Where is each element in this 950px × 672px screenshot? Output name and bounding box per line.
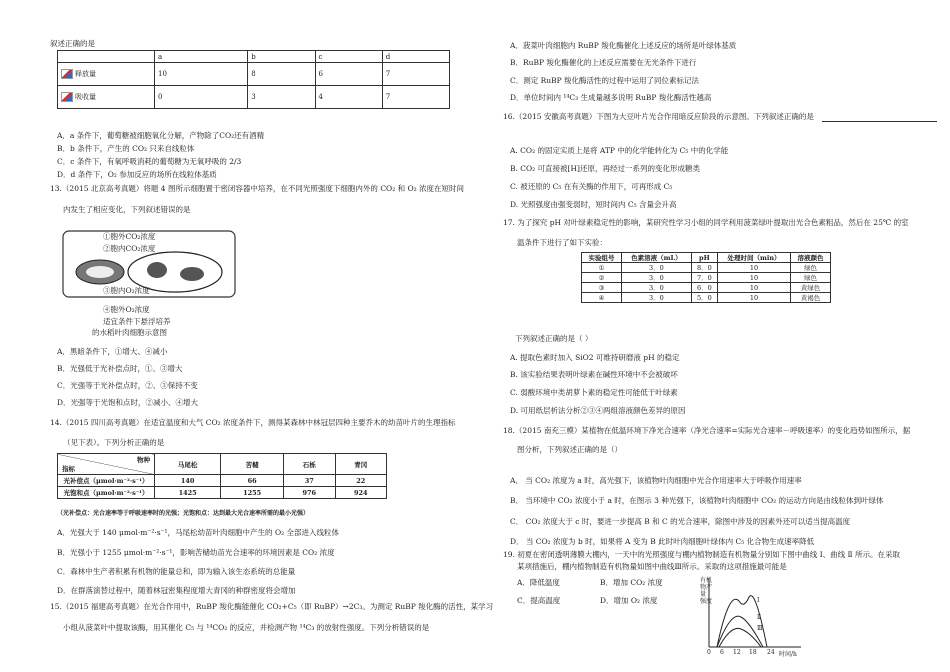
x-tick: 24 xyxy=(767,649,775,656)
figure-label: ①胞外CO₂浓度 xyxy=(103,232,156,241)
option: A．菠菜叶肉细胞内 RuBP 羧化酶催化上述反应的场所是叶绿体基质 xyxy=(510,41,737,50)
question-18-stem: 18.（2015 南充三模）某植物在低温环境下净光合速率（净光合速率=实际光合速率－呼吸速率）的变化趋势如图所示，据 xyxy=(503,426,911,435)
curve-label: Ⅱ xyxy=(757,614,762,621)
table-row: 光补偿点（μmol·m⁻²·s⁻¹） 140 66 37 22 xyxy=(58,475,387,487)
question-19-stem: 19. 初夏在密闭透明薄膜大棚内，一天中的光照强度与棚内植物制造有机物量分别如下图中曲线 Ⅰ、曲线 Ⅱ 所示。在采取 xyxy=(503,550,901,559)
option: A．光强大于 140 μmol·m⁻²·s⁻¹，马尾松幼苗叶肉细胞中产生的 O₂ 全部进入线粒体 xyxy=(57,528,339,537)
curve-label: Ⅰ xyxy=(757,597,760,604)
option: C．提高温度 xyxy=(517,596,561,605)
question-12-intro: 叙述正确的是 xyxy=(50,39,95,48)
option: A．降低温度 xyxy=(517,578,560,587)
option: A．黑暗条件下，①增大、④减小 xyxy=(57,347,168,356)
option: D. 可用纸层析法分析②③④两组溶液颜色差异的原因 xyxy=(510,406,686,415)
pencil-icon xyxy=(61,92,73,102)
question-19-stem: 某项措施后，棚内植物制造有机物量如图中曲线Ⅲ所示。采取的这项措施最可能是 xyxy=(517,562,787,571)
option: B． 当环境中 CO₂ 浓度小于 a 时，在图示 3 种光强下，该植物叶肉细胞中 CO₂ 的运动方向是由线粒体到叶绿体 xyxy=(510,496,884,505)
header-b: b xyxy=(248,51,315,63)
option: D. 光照强度由强变弱时，短时间内 C₅ 含量会升高 xyxy=(510,200,677,209)
option: A． 当 CO₂ 浓度为 a 时，高光强下，该植物叶肉细胞中光合作用速率大于呼吸作用速率 xyxy=(510,476,802,485)
option: D． 当 CO₂ 浓度为 b 时，如果将 A 变为 B 此时叶肉细胞叶绿体内 C₅ 化合物生成速率降低 xyxy=(510,537,815,546)
option: D．增加 O₂ 浓度 xyxy=(600,596,658,605)
table-row: ④ 3．0 5．0 10 黄褐色 xyxy=(582,293,831,303)
option: B．光强低于光补偿点时，①、③增大 xyxy=(57,364,183,373)
option: B．RuBP 羧化酶催化的上述反应需要在无光条件下进行 xyxy=(510,58,697,67)
option: D．光强等于光饱和点时，②减小、④增大 xyxy=(57,398,199,407)
ph-experiment-table: 实验组号 色素溶液（mL） pH 处理时间（min） 溶液颜色 ① 3．0 8．0 10 绿色 ② 3．0 7．0 10 绿色 ③ 3．0 6．0 10 黄绿色 ④ 3．0 5．0 10 黄褐色 xyxy=(581,252,831,303)
question-15-stem: 小组从菠菜叶中提取该酶，用其催化 C₅ 与 ¹⁴CO₂ 的反应，并检测产物 ¹⁴C₃ 的放射性强度。下列分析错误的是 xyxy=(63,623,430,632)
pencil-icon xyxy=(61,69,73,79)
question-17-prompt: 下列叙述正确的是（ ） xyxy=(515,334,593,343)
table-row: 释放量 10 8 6 7 xyxy=(58,63,450,86)
question-18-stem: 图分析，下列叙述正确的是（） xyxy=(517,445,622,454)
header-a: a xyxy=(155,51,248,63)
question-17-stem: 温条件下进行了如下实验： xyxy=(517,238,607,247)
option: C．测定 RuBP 羧化酶活性的过程中运用了同位素标记法 xyxy=(510,76,700,85)
figure-label: ③胞内O₂浓度 xyxy=(103,286,150,295)
table-row: ③ 3．0 6．0 10 黄绿色 xyxy=(582,283,831,293)
option: D．d 条件下，O₂ 参加反应的场所在线粒体基质 xyxy=(57,170,217,179)
question-16-stem: 16.（2015 安徽高考真题）下图为大豆叶片光合作用暗反应阶段的示意图。下列叙述正确的是 xyxy=(503,111,937,122)
option: C. 弱酸环境中类胡萝卜素的稳定性可能低于叶绿素 xyxy=(510,388,678,397)
y-axis-label: 有机 xyxy=(700,577,713,584)
x-tick: 12 xyxy=(733,649,741,656)
option: B．光强小于 1255 μmol·m⁻²·s⁻¹，影响苦槠幼苗光合速率的环境因素是 CO₂ 浓度 xyxy=(57,548,335,557)
option: B．增加 CO₂ 浓度 xyxy=(600,578,663,587)
question-17-stem: 17. 为了探究 pH 对叶绿素稳定性的影响，某研究性学习小组的同学利用菠菜绿叶提取出光合色素粗品，然后在 25℃ 的室 xyxy=(503,218,909,227)
question-13-stem: 13.（2015 北京高考真题）将题 4 图所示细胞置于密闭容器中培养，在不同光照强度下细胞内外的 CO₂ 和 O₂ 浓度在短时间 xyxy=(50,184,465,193)
option: B. 该实验结果表明叶绿素在碱性环境中不会被破坏 xyxy=(510,370,678,379)
table-note: （光补偿点：光合速率等于呼吸速率时的光强；光饱和点：达到最大光合速率所需的最小光强） xyxy=(57,510,310,517)
figure-caption: 的水稻叶肉细胞示意图 xyxy=(92,328,167,337)
option: C．光强等于光补偿点时，②、③保持不变 xyxy=(57,381,198,390)
species-table: 物种 指标 马尾松 苦槠 石栎 青冈 光补偿点（μmol·m⁻²·s⁻¹） 140 66 37 22 光饱和点（μmol·m⁻²·s⁻¹） 1425 1255 976 924 xyxy=(57,453,387,499)
y-axis-label: 量 xyxy=(700,591,707,598)
y-axis-label: 强度 xyxy=(700,598,713,605)
figure-label: ②胞内CO₂浓度 xyxy=(103,244,156,253)
option: D．单位时间内 ¹⁴C₃ 生成量越多说明 RuBP 羧化酶活性越高 xyxy=(510,93,712,102)
option: A. 提取色素时加入 SiO2 可维持研磨液 pH 的稳定 xyxy=(510,353,680,362)
question-14-stem: （见下表）。下列分析正确的是 xyxy=(63,438,165,447)
table-row: ② 3．0 7．0 10 绿色 xyxy=(582,273,831,283)
x-unit: 时间/h xyxy=(779,651,797,658)
figure-label: ④胞外O₂浓度 xyxy=(103,305,150,314)
question-13-stem: 内发生了相应变化，下列叙述错误的是 xyxy=(63,205,191,214)
table-row: ① 3．0 8．0 10 绿色 xyxy=(582,263,831,273)
curve-i xyxy=(717,596,767,647)
question-14-stem: 14.（2015 四川高考真题）在适宜温度和大气 CO₂ 浓度条件下，测得某森林中林冠层四种主要乔木的幼苗叶片的生理指标 xyxy=(50,418,456,427)
option: A. CO₂ 的固定实质上是将 ATP 中的化学能转化为 C₅ 中的化学能 xyxy=(510,146,729,155)
option: C. 被还原的 C₅ 在有关酶的作用下，可再形成 C₅ xyxy=(510,182,673,191)
x-tick: 18 xyxy=(749,649,757,656)
x-tick: 6 xyxy=(720,649,724,656)
option: B．b 条件下，产生的 CO₂ 只来自线粒体 xyxy=(57,144,195,153)
option: C． CO₂ 浓度大于 c 时，要进一步提高 B 和 C 的光合速率，除图中涉及的因素外还可以适当提高温度 xyxy=(510,517,851,526)
y-axis-label: 物产 xyxy=(700,584,713,591)
option: D．在群落演替过程中，随着林冠密集程度增大青冈的种群密度将会增加 xyxy=(57,586,296,595)
figure-caption: 适宜条件下悬浮培养 xyxy=(103,317,171,326)
x-tick: 0 xyxy=(707,649,711,656)
option: B. CO₂ 可直接被[H]还原，再经过一系列的变化形成糖类 xyxy=(510,164,700,173)
curve-label: Ⅲ xyxy=(757,625,763,632)
option: C．c 条件下，有氧呼吸消耗的葡萄糖为无氧呼吸的 2/3 xyxy=(57,157,242,166)
table-row: 光饱和点（μmol·m⁻²·s⁻¹） 1425 1255 976 924 xyxy=(58,487,387,499)
table-row: 吸收量 0 3 4 7 xyxy=(58,86,450,109)
option: C．森林中生产者积累有机物的能量总和，即为输入该生态系统的总能量 xyxy=(57,567,296,576)
header-c: c xyxy=(315,51,382,63)
header-d: d xyxy=(382,51,449,63)
curve-iii xyxy=(719,628,761,647)
option: A．a 条件下，葡萄糖被细胞氧化分解，产物除了CO₂还有酒精 xyxy=(57,131,265,140)
answer-blank xyxy=(822,112,937,122)
respiration-table xyxy=(57,50,450,109)
question-15-stem: 15.（2015 福建高考真题）在光合作用中，RuBP 羧化酶能催化 CO₂+C₅（即 RuBP）→2C₃。为测定 RuBP 羧化酶的活性，某学习 xyxy=(50,602,494,611)
